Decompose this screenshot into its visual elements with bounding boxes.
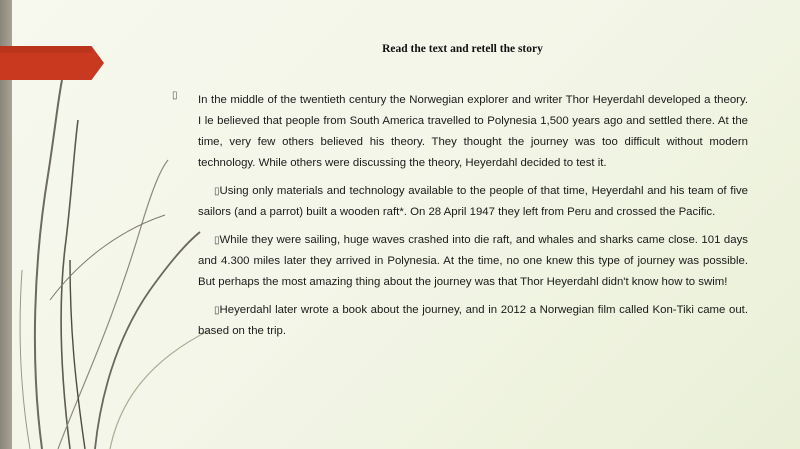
para-marker-icon: ▯ — [214, 235, 220, 246]
slide-title: Read the text and retell the story — [382, 43, 543, 55]
paragraph-2-text: Using only materials and technology available to the people of that time, Heyerdahl and his team of five sailors (and a parrot) built a wooden raft*. On 28 April 1947 they left from Peru and crossed the Pacific. — [198, 185, 748, 218]
story-text — [198, 90, 748, 349]
paragraph-2 — [198, 181, 748, 223]
para-marker-icon: ▯ — [214, 305, 220, 316]
bullet-marker-icon: ▯ — [172, 90, 178, 101]
paragraph-3 — [198, 230, 748, 293]
paragraph-4 — [198, 300, 748, 342]
paragraph-3-text: While they were sailing, huge waves crashed into die raft, and whales and sharks came close. 101 days and 4.300 miles later they arrived in Polynesia. At the time, no one knew this type of journey was possible. But perhaps the most amazing thing about the journey was that Thor Heyerdahl didn't know how to swim! — [198, 234, 748, 288]
para-marker-icon: ▯ — [214, 186, 220, 197]
paragraph-4-text: Heyerdahl later wrote a book about the journey, and in 2012 a Norwegian film called Kon-Tiki came out. based on the trip. — [198, 304, 748, 337]
paragraph-1: In the middle of the twentieth century the Norwegian explorer and writer Thor Heyerdahl developed a theory. I le believed that people from South America travelled to Polynesia 1,500 years ago and settled there. At the time, very few others believed his theory. They thought the journey was too difficult without modern technology. While others were discussing the theory, Heyerdahl decided to test it. — [198, 94, 748, 169]
